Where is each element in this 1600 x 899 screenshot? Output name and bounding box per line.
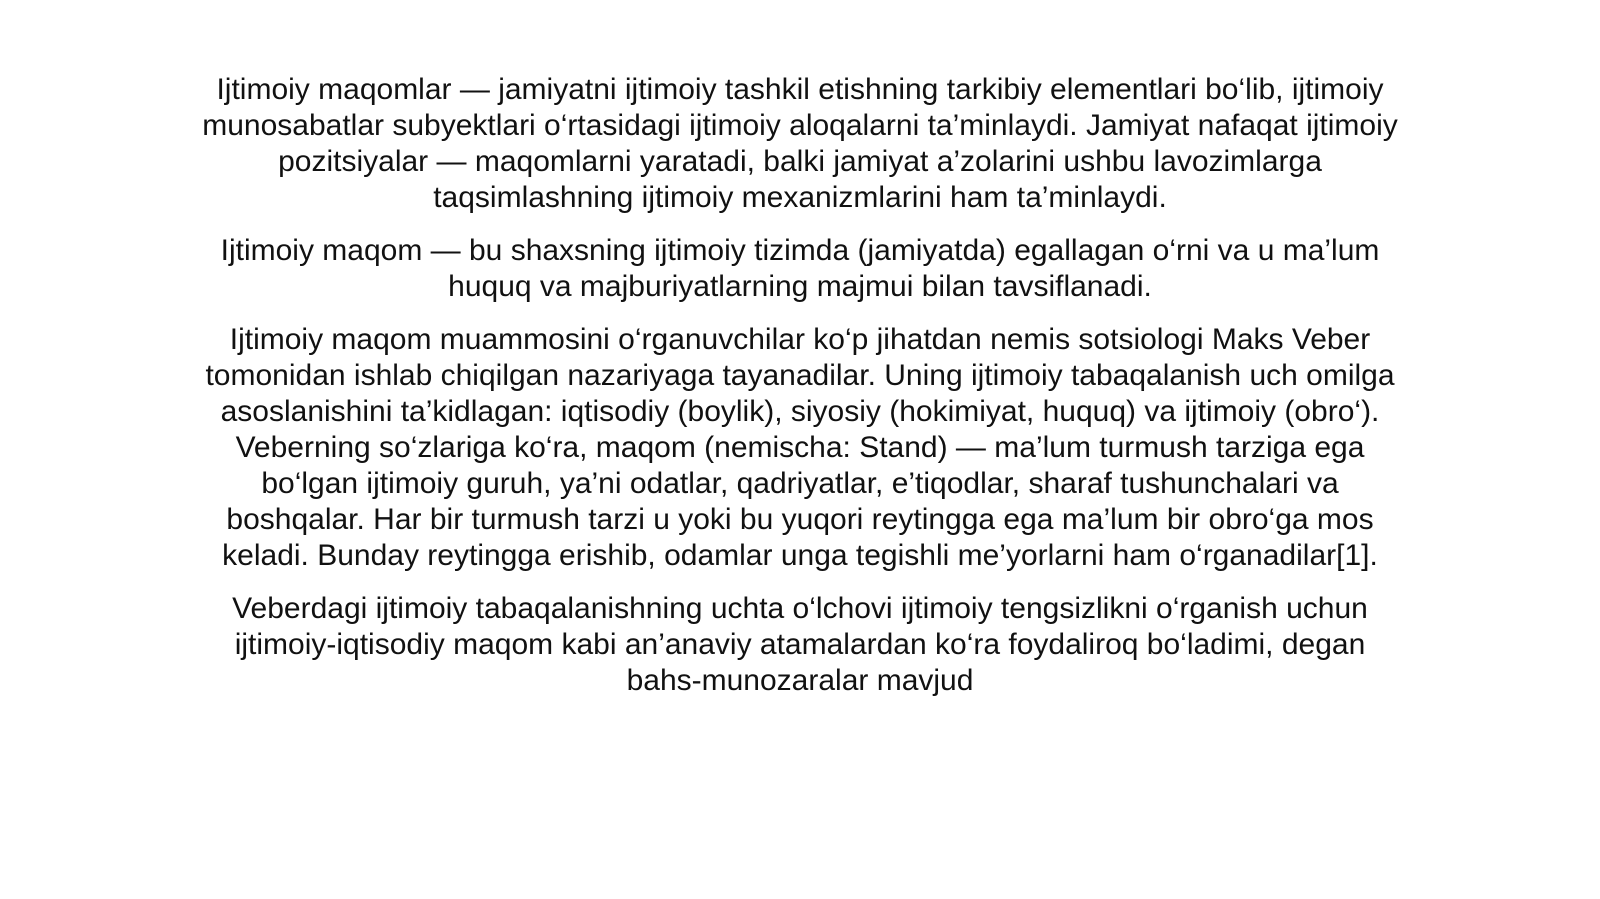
paragraph-weber-debate: Veberdagi ijtimoiy tabaqalanishning uchta o‘lchovi ijtimoiy tengsizlikni o‘rganish uchun ijtimoiy-iqtisodiy maqom kabi an’anaviy atamalardan ko‘ra foydaliroq bo‘ladimi, degan bahs-munozaralar mavjud bbox=[232, 592, 1368, 697]
text-block bbox=[200, 72, 1400, 716]
paragraph-weber-theory: Ijtimoiy maqom muammosini o‘rganuvchilar ko‘p jihatdan nemis sotsiologi Maks Veber tomonidan ishlab chiqilgan nazariyaga tayanadilar. Uning ijtimoiy tabaqalanish uch omilga asoslanishini ta’kidlagan: iqtisodiy (boylik), siyosiy (hokimiyat, huquq) va ijtimoiy (obro‘). Veberning so‘zlariga ko‘ra, maqom (nemischa: Stand) — ma’lum turmush tarziga ega bo‘lgan ijtimoiy guruh, ya’ni odatlar, qadriyatlar, e’tiqodlar, sharaf tushunchalari va boshqalar. Har bir turmush tarzi u yoki bu yuqori reytingga ega ma’lum bir obro‘ga mos keladi. Bunday reytingga erishib, odamlar unga tegishli me’yorlarni ham o‘rganadilar[1]. bbox=[205, 323, 1395, 572]
paragraph-social-status: Ijtimoiy maqom — bu shaxsning ijtimoiy tizimda (jamiyatda) egallagan o‘rni va u ma’lum huquq va majburiyatlarning majmui bilan tavsiflanadi. bbox=[220, 234, 1380, 303]
paragraph-status-definition: Ijtimoiy maqomlar — jamiyatni ijtimoiy tashkil etishning tarkibiy elementlari bo‘lib, ijtimoiy munosabatlar subyektlari o‘rtasidagi ijtimoiy aloqalarni ta’minlaydi. Jamiyat nafaqat ijtimoiy pozitsiyalar — maqomlarni yaratadi, balki jamiyat a’zolarini ushbu lavozimlarga taqsimlashning ijtimoiy mexanizmlarini ham ta’minlaydi. bbox=[202, 73, 1398, 214]
